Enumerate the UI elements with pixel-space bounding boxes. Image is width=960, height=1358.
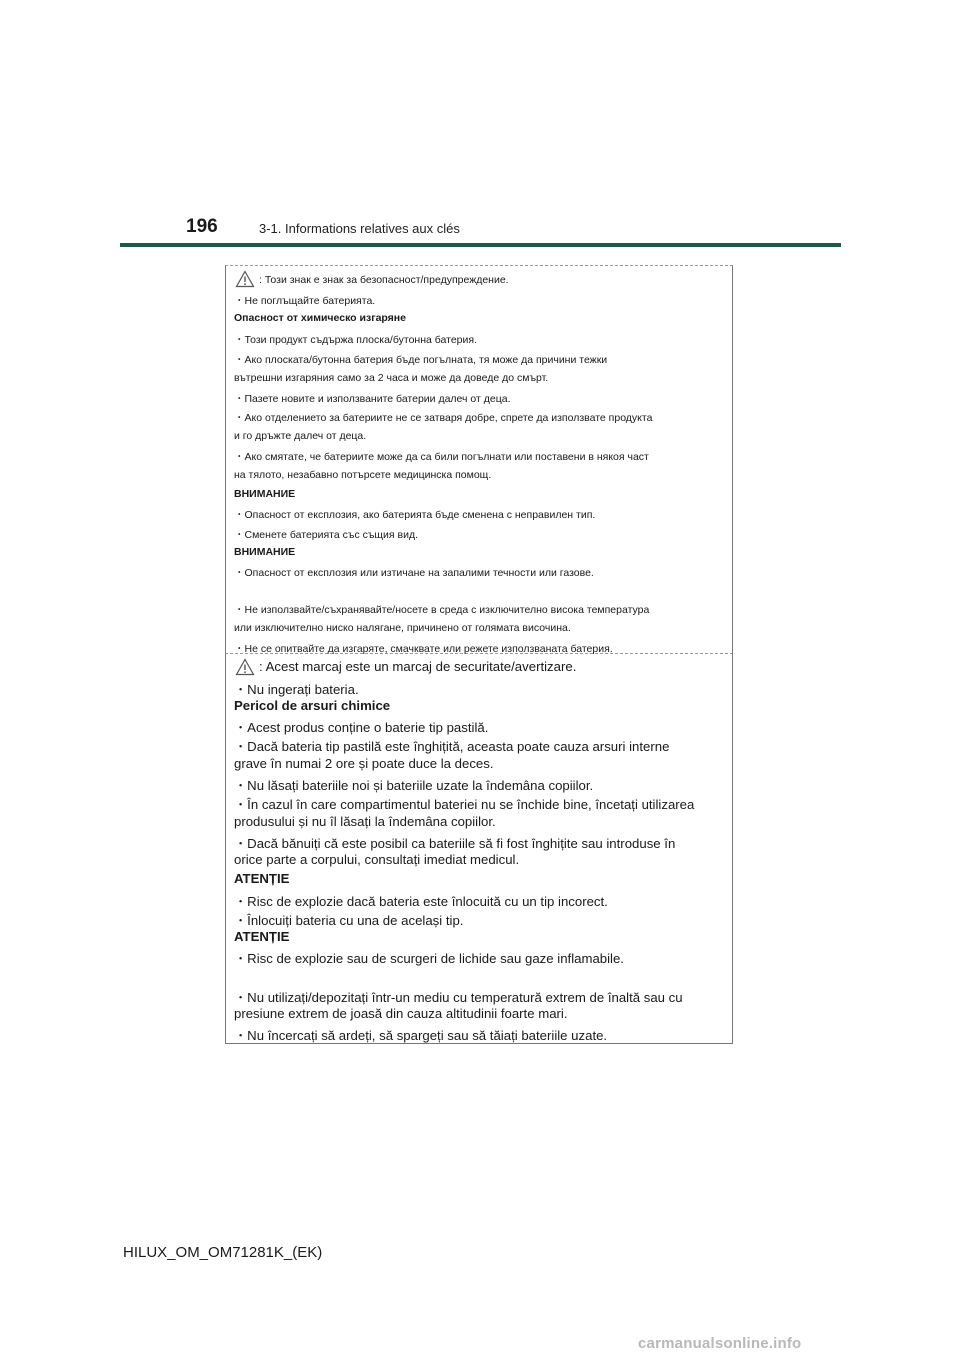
warning-box-bulgarian [225, 265, 733, 654]
header-rule [120, 243, 841, 247]
ro-line: ・Înlocuiți bateria cu una de același tip. [234, 913, 464, 928]
ro-line: grave în numai 2 ore și poate duce la deces. [234, 756, 494, 771]
ro-line: ・Nu ingerați bateria. [234, 682, 359, 697]
watermark: carmanualsonline.info [638, 1335, 802, 1352]
ro-line: produsului și nu îl lăsați la îndemâna copiilor. [234, 814, 496, 829]
bg-line: ・Не поглъщайте батерията. [234, 295, 376, 307]
page-number: 196 [186, 216, 218, 237]
bg-line: ・Сменете батерията със същия вид. [234, 529, 419, 541]
ro-heading: ATENȚIE [234, 871, 290, 886]
ro-line: ・Dacă bănuiți că este posibil ca bateriile să fi fost înghițite sau introduse în [234, 836, 676, 851]
bg-line: ・Пазете новите и използваните батерии далеч от деца. [234, 393, 511, 405]
ro-heading: ATENȚIE [234, 929, 290, 944]
footer-doc-code: HILUX_OM_OM71281K_(EK) [123, 1244, 323, 1261]
ro-line: : Acest marcaj este un marcaj de securitate/avertizare. [259, 659, 577, 674]
bg-heading: ВНИМАНИЕ [234, 488, 296, 500]
ro-line: presiune extrem de joasă din cauza altitudinii foarte mari. [234, 1006, 568, 1021]
bg-line: : Този знак е знак за безопасност/предупреждение. [259, 274, 509, 286]
bg-line: на тялото, незабавно потърсете медицинска помощ. [234, 469, 492, 481]
bg-line: или изключително ниско налягане, причинено от голямата височина. [234, 622, 571, 634]
ro-line: orice parte a corpului, consultați imediat medicul. [234, 852, 520, 867]
ro-line: ・Dacă bateria tip pastilă este înghițită, aceasta poate cauza arsuri interne [234, 739, 670, 754]
ro-line: ・Acest produs conține o baterie tip pastilă. [234, 720, 489, 735]
ro-heading: Pericol de arsuri chimice [234, 698, 391, 713]
ro-line: ・Nu utilizați/depozitați într-un mediu cu temperatură extrem de înaltă sau cu [234, 990, 683, 1005]
bg-line: ・Ако смятате, че батериите може да са били погълнати или поставени в някоя част [234, 451, 649, 463]
bg-line: ・Ако плоската/бутонна батерия бъде погълната, тя може да причини тежки [234, 354, 608, 366]
bg-line: ・Този продукт съдържа плоска/бутонна батерия. [234, 334, 477, 346]
bg-line: и го дръжте далеч от деца. [234, 430, 367, 442]
bg-line: вътрешни изгаряния само за 2 часа и може да доведе до смърт. [234, 372, 549, 384]
bg-line: ・Не се опитвайте да изгаряте, смачквате или режете използваната батерия. [234, 643, 613, 655]
ro-line: ・Risc de explozie dacă bateria este înlocuită cu un tip incorect. [234, 894, 608, 909]
warning-triangle-icon [235, 270, 255, 288]
ro-line: ・În cazul în care compartimentul bateriei nu se închide bine, încetați utilizarea [234, 797, 695, 812]
bg-line: ・Ако отделението за батериите не се затваря добре, спрете да използвате продукта [234, 412, 653, 424]
bg-heading: ВНИМАНИЕ [234, 546, 296, 558]
bg-line: ・Опасност от експлозия, ако батерията бъде сменена с неправилен тип. [234, 509, 596, 521]
ro-line: ・Nu lăsați bateriile noi și bateriile uzate la îndemâna copiilor. [234, 778, 594, 793]
bg-line: ・Не използвайте/съхранявайте/носете в среда с изключително висока температура [234, 604, 650, 616]
ro-line: ・Nu încercați să ardeți, să spargeți sau să tăiați bateriile uzate. [234, 1028, 608, 1043]
warning-triangle-icon [235, 658, 255, 676]
warning-box-romanian [225, 654, 733, 1044]
bg-heading: Опасност от химическо изгаряне [234, 312, 406, 324]
section-title: 3-1. Informations relatives aux clés [259, 221, 460, 236]
bg-line: ・Опасност от експлозия или изтичане на запалими течности или газове. [234, 567, 594, 579]
ro-line: ・Risc de explozie sau de scurgeri de lichide sau gaze inflamabile. [234, 951, 624, 966]
